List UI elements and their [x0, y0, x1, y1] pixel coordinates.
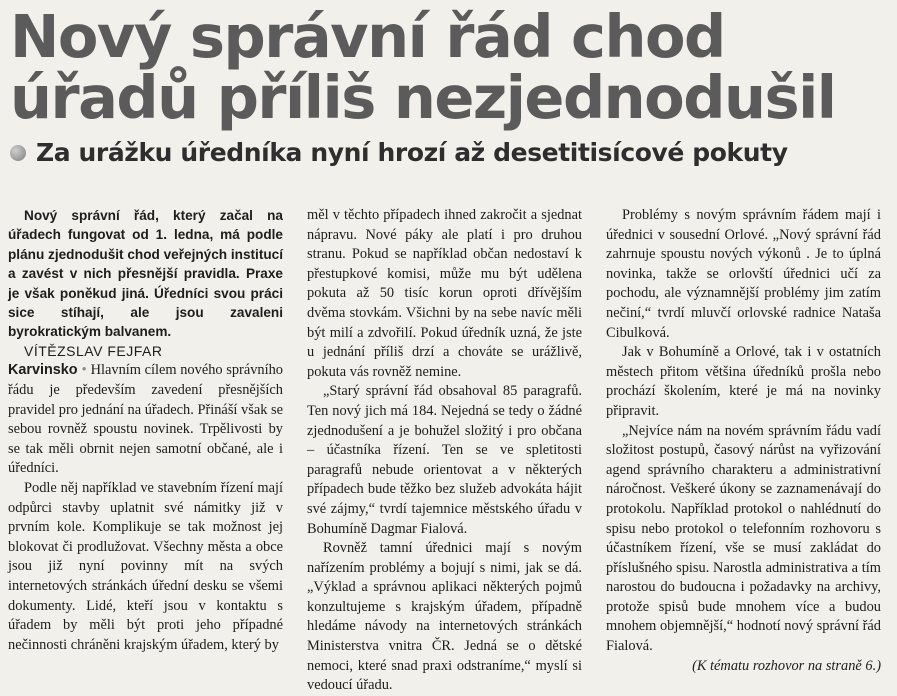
article-paragraph: Problémy s novým správním řádem mají i úřednici v sousední Orlové. „Nový správní řád zahrnuje spoustu nových výkonů . Je to úplná novinka, takže se orlovští úřednici učí za pochodu, ale významnější problémy jim zatím nečiní,“ tvrdí mluvčí orlovské radnice Nataša Cibulková. [606, 207, 881, 341]
article-paragraph: „Starý správní řád obsahoval 85 paragrafů. Ten nový jich má 184. Nejedná se tedy o žádné zjednodušení a je bohužel složitý i pro občana – účastníka řízení. Ten se ve spletitosti paragrafů nebude orientovat a v některých případech bude těžko bez služeb advokáta hájit své zájmy,“ tvrdí tajemnice městského úřadu v Bohumíně Dagmar Fialová. [307, 383, 582, 537]
headline [0, 0, 897, 132]
article-paragraph: měl v těchto případech ihned zakročit a sjednat nápravu. Nové páky ale platí i pro druhou stranu. Pokud se například občan nedostaví k přestupkové komisi, může mu být udělena pokuta až 50 tisíc korun oproti dřívějším dvěma stovkám. Všichni by na sebe navíc měli být milí a zdvořilí. Pokud úředník uzná, že jste u jednání příliš drzí a chováte se urážlivě, pokuta vás rovněž nemine. [307, 207, 582, 380]
author-byline: VÍTĚZSLAV FEJFAR [24, 342, 163, 359]
paragraph-text: Hlavním cílem nového správního řádu je především zavedení přesnějších pravidel pro jednání na úřadech. Přináší však se sebou rovněž spoustu novinek. Trpělivosti by se tak měli obrnit nejen samotní občané, ale i úředníci. [8, 362, 283, 477]
bullet-icon [10, 145, 26, 161]
subheadline [10, 138, 897, 168]
article-body [8, 206, 881, 696]
page-reference: (K tématu rozhovor na straně 6.) [692, 657, 881, 674]
column-1 [8, 206, 283, 696]
dateline: Karvinsko [8, 362, 78, 379]
lead-paragraph: Nový správní řád, který začal na úřadech fungovat od 1. ledna, má podle plánu zjednodušit chod veřejných institucí a zavést v nich přesnější pravidla. Praxe je však poněkud jiná. Úředníci svou práci sice stíhají, ale jsou zavaleni byrokratickým balvanem. [8, 208, 283, 340]
article-paragraph: „Nejvíce nám na novém správním řádu vadí složitost postupů, časový nárůst na vyřizování agend správního charakteru a administrativní náročnost. Veškeré úkony se zaznamenávají do protokolu. Například protokol o nahlédnutí do spisu nebo protokol o telefonním rozhovoru s účastníkem řízení, vše se musí zakládat do příslušného spisu. Narostla administrativa a tím narostou do budoucna i požadavky na archivy, protože spisů bude mnohem více a budou mnohem objemnější,“ hodnotí nový správní řád Fialová. [606, 422, 881, 655]
article-paragraph [8, 361, 283, 479]
headline-line-1: Nový správní řád chod [10, 2, 725, 71]
article-paragraph: Jak v Bohumíně a Orlové, tak i v ostatních městech přitom většina úředníků prošla nebo prochází školením, které je má na novinky připravit. [606, 344, 881, 419]
column-2 [307, 206, 582, 696]
headline-line-2: úřadů příliš nezjednodušil [10, 63, 836, 132]
article-paragraph: Podle něj například ve stavebním řízení mají odpůrci stavby uplatnit své námitky již v prvním kole. Komplikuje se tak možnost jej blokovat či prodlužovat. Všechny města a obce jsou již nyní povinny mít na svých internetových stránkách úřední desku se všemi dokumenty. Lidé, kteří jsou v kontaktu s úřadem by měli být proti jeho případné nečinnosti chráněni krajským úřadem, který by [8, 480, 283, 653]
subheadline-text: Za urážku úředníka nyní hrozí až desetitisícové pokuty [36, 138, 788, 167]
article-paragraph: Rovněž tamní úřednici mají s novým nařízením problémy a bojují s nimi, jak se dá. „Výklad a správnou aplikaci některých pojmů konzultujeme s krajským úřadem, případně hledáme návody na internetových stránkách Ministerstva vnitra ČR. Jedná se o dětské nemoci, které snad praxi odstraníme,“ myslí si vedoucí úřadu. [307, 540, 582, 694]
column-3 [606, 206, 881, 696]
dateline-dot-icon: • [81, 362, 87, 379]
